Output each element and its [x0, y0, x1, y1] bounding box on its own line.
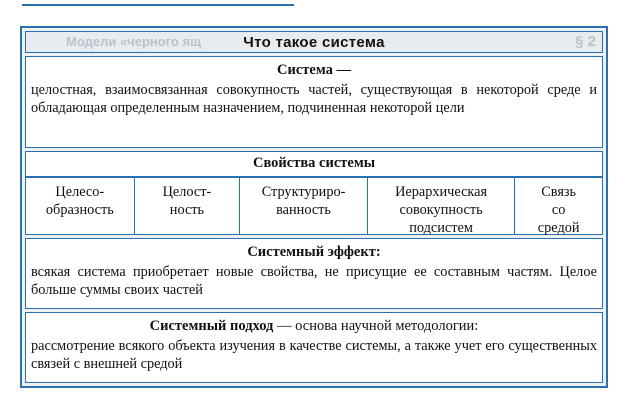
property-label: Связь со средой: [537, 184, 580, 236]
definition-text: целостная, взаимосвязанная совокупность частей, существующая в некоторой среде и обладающая определенным назначением, подчиненная некоторой цели: [31, 82, 597, 116]
property-label: Структуриро- ванность: [261, 184, 346, 218]
effect-heading: Системный эффект:: [247, 244, 381, 260]
definition-heading: Система —: [277, 62, 351, 78]
approach-heading-rest: — основа научной методологии:: [273, 318, 479, 334]
top-rule: [22, 4, 294, 6]
approach-heading-bold: Системный подход: [149, 318, 274, 334]
definition-section: [25, 56, 603, 148]
approach-section: [25, 312, 603, 383]
approach-text: рассмотрение всякого объекта изучения в качестве системы, а также учет его существенных связей с внешней средой: [31, 338, 597, 372]
property-cell: [515, 178, 602, 234]
property-cell: [240, 178, 368, 234]
property-cell: [26, 178, 135, 234]
property-label: Иерархическая совокупность подсистем: [395, 184, 488, 236]
approach-heading: [26, 317, 602, 336]
effect-text: всякая система приобретает новые свойства, не присущие ее составным частям. Целое больше суммы своих частей: [31, 264, 597, 298]
property-cell: [135, 178, 241, 234]
faded-section-number: § 2: [575, 33, 596, 50]
properties-heading-row: [25, 151, 603, 177]
property-cell: [368, 178, 515, 234]
table-title: Что такое система: [243, 34, 385, 51]
properties-heading: Свойства системы: [252, 155, 376, 171]
effect-section: [25, 238, 603, 309]
info-table: [20, 26, 608, 388]
properties-row: [25, 177, 603, 235]
title-row: [25, 31, 603, 53]
property-label: Целесо- образность: [45, 184, 114, 218]
faded-header-text: Модели «черного ящ: [66, 34, 202, 49]
property-label: Целост- ность: [162, 184, 212, 218]
